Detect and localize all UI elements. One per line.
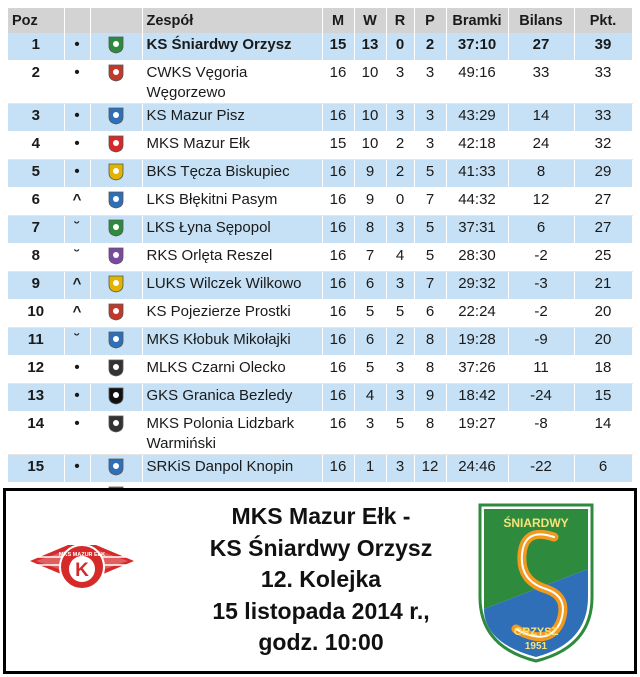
cell-played: 16 bbox=[322, 216, 354, 244]
cell-wins: 7 bbox=[354, 244, 386, 272]
cell-balance: -8 bbox=[508, 412, 574, 455]
table-row bbox=[8, 104, 632, 132]
cell-pos: 3 bbox=[8, 104, 64, 132]
cell-pos: 10 bbox=[8, 300, 64, 328]
table-header-row bbox=[8, 8, 632, 33]
cell-draws: 3 bbox=[386, 61, 414, 104]
header-points: Pkt. bbox=[574, 8, 632, 33]
header-losses: P bbox=[414, 8, 446, 33]
away-logo-year: 1951 bbox=[524, 641, 548, 652]
cell-team: MLKS Czarni Olecko bbox=[142, 356, 322, 384]
cell-wins: 9 bbox=[354, 188, 386, 216]
cell-played: 15 bbox=[322, 132, 354, 160]
cell-wins: 5 bbox=[354, 356, 386, 384]
cell-goals: 19:28 bbox=[446, 328, 508, 356]
cell-played: 16 bbox=[322, 412, 354, 455]
cell-balance: 24 bbox=[508, 132, 574, 160]
cell-goals: 19:27 bbox=[446, 412, 508, 455]
cell-draws: 0 bbox=[386, 33, 414, 61]
cell-crest bbox=[90, 132, 142, 160]
cell-draws: 3 bbox=[386, 272, 414, 300]
cell-balance: -24 bbox=[508, 384, 574, 412]
cell-balance: -22 bbox=[508, 455, 574, 483]
cell-balance: 14 bbox=[508, 104, 574, 132]
cell-team: LKS Łyna Sępopol bbox=[142, 216, 322, 244]
cell-played: 16 bbox=[322, 188, 354, 216]
cell-points: 33 bbox=[574, 104, 632, 132]
cell-crest bbox=[90, 216, 142, 244]
cell-balance: 33 bbox=[508, 61, 574, 104]
away-logo-bottom-text: ORZYSZ bbox=[513, 626, 559, 638]
cell-played: 16 bbox=[322, 384, 354, 412]
cell-pos: 6 bbox=[8, 188, 64, 216]
cell-points: 20 bbox=[574, 300, 632, 328]
match-details bbox=[156, 501, 486, 659]
cell-trend: ˘ bbox=[64, 216, 90, 244]
cell-balance: -3 bbox=[508, 272, 574, 300]
cell-team: GKS Granica Bezledy bbox=[142, 384, 322, 412]
table-row bbox=[8, 455, 632, 483]
cell-played: 16 bbox=[322, 455, 354, 483]
sniardwy-logo bbox=[476, 497, 596, 665]
cell-played: 16 bbox=[322, 61, 354, 104]
away-logo-top-text: ŚNIARDWY bbox=[503, 516, 569, 530]
cell-pos: 13 bbox=[8, 384, 64, 412]
cell-pos: 7 bbox=[8, 216, 64, 244]
vegoria-crest-icon bbox=[108, 64, 124, 82]
cell-balance: 8 bbox=[508, 160, 574, 188]
cell-losses: 8 bbox=[414, 356, 446, 384]
granica-crest-icon bbox=[108, 387, 124, 405]
cell-losses: 3 bbox=[414, 132, 446, 160]
cell-losses: 9 bbox=[414, 384, 446, 412]
cell-trend: • bbox=[64, 104, 90, 132]
cell-pos: 4 bbox=[8, 132, 64, 160]
czarni-crest-icon bbox=[108, 359, 124, 377]
cell-goals: 41:33 bbox=[446, 160, 508, 188]
polonia-crest-icon bbox=[108, 415, 124, 433]
cell-trend: • bbox=[64, 412, 90, 455]
cell-draws: 3 bbox=[386, 356, 414, 384]
cell-draws: 5 bbox=[386, 412, 414, 455]
match-teams-home: MKS Mazur Ełk - bbox=[231, 503, 411, 529]
header-played: M bbox=[322, 8, 354, 33]
cell-trend: • bbox=[64, 33, 90, 61]
cell-goals: 49:16 bbox=[446, 61, 508, 104]
cell-balance: -9 bbox=[508, 328, 574, 356]
cell-crest bbox=[90, 33, 142, 61]
cell-crest bbox=[90, 356, 142, 384]
cell-wins: 10 bbox=[354, 104, 386, 132]
cell-points: 27 bbox=[574, 188, 632, 216]
header-wins: W bbox=[354, 8, 386, 33]
cell-draws: 3 bbox=[386, 216, 414, 244]
cell-balance: 12 bbox=[508, 188, 574, 216]
orleta-crest-icon bbox=[108, 247, 124, 265]
cell-goals: 18:42 bbox=[446, 384, 508, 412]
cell-points: 6 bbox=[574, 455, 632, 483]
cell-goals: 44:32 bbox=[446, 188, 508, 216]
cell-trend: • bbox=[64, 160, 90, 188]
cell-team: BKS Tęcza Biskupiec bbox=[142, 160, 322, 188]
cell-team: SRKiS Danpol Knopin bbox=[142, 455, 322, 483]
cell-trend: ˘ bbox=[64, 328, 90, 356]
cell-wins: 3 bbox=[354, 412, 386, 455]
cell-losses: 2 bbox=[414, 33, 446, 61]
cell-goals: 24:46 bbox=[446, 455, 508, 483]
league-table bbox=[8, 8, 633, 511]
cell-pos: 5 bbox=[8, 160, 64, 188]
cell-crest bbox=[90, 272, 142, 300]
cell-points: 33 bbox=[574, 61, 632, 104]
cell-crest bbox=[90, 104, 142, 132]
cell-losses: 5 bbox=[414, 244, 446, 272]
sniardwy-crest-icon bbox=[108, 36, 124, 54]
cell-goals: 29:32 bbox=[446, 272, 508, 300]
table-row bbox=[8, 300, 632, 328]
header-trend bbox=[64, 8, 90, 33]
cell-pos: 1 bbox=[8, 33, 64, 61]
cell-draws: 5 bbox=[386, 300, 414, 328]
header-crest bbox=[90, 8, 142, 33]
danpol-crest-icon bbox=[108, 458, 124, 476]
header-pos: Poz bbox=[8, 8, 64, 33]
cell-crest bbox=[90, 61, 142, 104]
cell-losses: 8 bbox=[414, 412, 446, 455]
cell-losses: 5 bbox=[414, 216, 446, 244]
table-row bbox=[8, 412, 632, 455]
cell-crest bbox=[90, 160, 142, 188]
cell-trend: ^ bbox=[64, 300, 90, 328]
table-row bbox=[8, 244, 632, 272]
cell-goals: 37:26 bbox=[446, 356, 508, 384]
cell-points: 20 bbox=[574, 328, 632, 356]
cell-wins: 6 bbox=[354, 272, 386, 300]
home-logo-text: MKS MAZUR EŁK bbox=[58, 552, 106, 558]
table-row bbox=[8, 188, 632, 216]
blekitni-crest-icon bbox=[108, 191, 124, 209]
cell-trend: • bbox=[64, 356, 90, 384]
cell-draws: 0 bbox=[386, 188, 414, 216]
cell-pos: 15 bbox=[8, 455, 64, 483]
cell-points: 27 bbox=[574, 216, 632, 244]
table-row bbox=[8, 384, 632, 412]
cell-balance: -2 bbox=[508, 244, 574, 272]
cell-wins: 13 bbox=[354, 33, 386, 61]
cell-pos: 2 bbox=[8, 61, 64, 104]
cell-team: CWKS Vęgoria Węgorzewo bbox=[142, 61, 322, 104]
table-row bbox=[8, 356, 632, 384]
table-row bbox=[8, 132, 632, 160]
table-row bbox=[8, 61, 632, 104]
cell-played: 16 bbox=[322, 356, 354, 384]
match-date: 15 listopada 2014 r., bbox=[212, 597, 430, 624]
cell-losses: 3 bbox=[414, 104, 446, 132]
cell-goals: 37:10 bbox=[446, 33, 508, 61]
cell-draws: 2 bbox=[386, 328, 414, 356]
cell-balance: 27 bbox=[508, 33, 574, 61]
header-draws: R bbox=[386, 8, 414, 33]
cell-points: 15 bbox=[574, 384, 632, 412]
cell-crest bbox=[90, 244, 142, 272]
cell-draws: 4 bbox=[386, 244, 414, 272]
cell-team: KS Śniardwy Orzysz bbox=[142, 33, 322, 61]
lyna-crest-icon bbox=[108, 219, 124, 237]
cell-losses: 12 bbox=[414, 455, 446, 483]
cell-pos: 12 bbox=[8, 356, 64, 384]
cell-pos: 11 bbox=[8, 328, 64, 356]
cell-crest bbox=[90, 328, 142, 356]
cell-team: LUKS Wilczek Wilkowo bbox=[142, 272, 322, 300]
cell-trend: • bbox=[64, 132, 90, 160]
cell-losses: 3 bbox=[414, 61, 446, 104]
cell-played: 16 bbox=[322, 104, 354, 132]
match-time: godz. 10:00 bbox=[258, 629, 384, 655]
tecza-crest-icon bbox=[108, 163, 124, 181]
cell-balance: 11 bbox=[508, 356, 574, 384]
cell-team: MKS Polonia Lidzbark Warmiński bbox=[142, 412, 322, 455]
cell-trend: ˘ bbox=[64, 244, 90, 272]
header-team: Zespół bbox=[142, 8, 322, 33]
cell-goals: 22:24 bbox=[446, 300, 508, 328]
cell-crest bbox=[90, 188, 142, 216]
cell-draws: 3 bbox=[386, 104, 414, 132]
table-row bbox=[8, 272, 632, 300]
table-row bbox=[8, 216, 632, 244]
cell-losses: 8 bbox=[414, 328, 446, 356]
cell-trend: ^ bbox=[64, 188, 90, 216]
cell-played: 16 bbox=[322, 160, 354, 188]
cell-wins: 10 bbox=[354, 61, 386, 104]
cell-pos: 14 bbox=[8, 412, 64, 455]
cell-points: 32 bbox=[574, 132, 632, 160]
cell-played: 16 bbox=[322, 300, 354, 328]
cell-trend: • bbox=[64, 384, 90, 412]
cell-team: MKS Mazur Ełk bbox=[142, 132, 322, 160]
cell-wins: 1 bbox=[354, 455, 386, 483]
cell-played: 15 bbox=[322, 33, 354, 61]
cell-balance: -2 bbox=[508, 300, 574, 328]
cell-wins: 9 bbox=[354, 160, 386, 188]
wilczek-crest-icon bbox=[108, 275, 124, 293]
cell-wins: 4 bbox=[354, 384, 386, 412]
cell-losses: 7 bbox=[414, 272, 446, 300]
cell-points: 39 bbox=[574, 33, 632, 61]
match-teams-away: KS Śniardwy Orzysz bbox=[209, 534, 433, 561]
cell-wins: 5 bbox=[354, 300, 386, 328]
cell-draws: 2 bbox=[386, 132, 414, 160]
mazur-elk-crest-icon bbox=[108, 135, 124, 153]
cell-draws: 3 bbox=[386, 455, 414, 483]
cell-pos: 9 bbox=[8, 272, 64, 300]
cell-played: 16 bbox=[322, 244, 354, 272]
cell-team: KS Pojezierze Prostki bbox=[142, 300, 322, 328]
cell-points: 18 bbox=[574, 356, 632, 384]
cell-trend: • bbox=[64, 61, 90, 104]
table-body bbox=[8, 33, 632, 511]
header-goals: Bramki bbox=[446, 8, 508, 33]
table-row bbox=[8, 33, 632, 61]
cell-played: 16 bbox=[322, 328, 354, 356]
cell-goals: 28:30 bbox=[446, 244, 508, 272]
match-announcement bbox=[3, 488, 637, 674]
cell-wins: 10 bbox=[354, 132, 386, 160]
cell-team: RKS Orlęta Reszel bbox=[142, 244, 322, 272]
cell-wins: 6 bbox=[354, 328, 386, 356]
header-balance: Bilans bbox=[508, 8, 574, 33]
cell-wins: 8 bbox=[354, 216, 386, 244]
cell-played: 16 bbox=[322, 272, 354, 300]
cell-losses: 5 bbox=[414, 160, 446, 188]
cell-crest bbox=[90, 455, 142, 483]
cell-goals: 42:18 bbox=[446, 132, 508, 160]
table-row bbox=[8, 160, 632, 188]
pojezierze-crest-icon bbox=[108, 303, 124, 321]
cell-losses: 6 bbox=[414, 300, 446, 328]
cell-crest bbox=[90, 412, 142, 455]
table-row bbox=[8, 328, 632, 356]
mazur-elk-logo bbox=[28, 527, 136, 599]
cell-team: KS Mazur Pisz bbox=[142, 104, 322, 132]
klobuk-crest-icon bbox=[108, 331, 124, 349]
cell-draws: 3 bbox=[386, 384, 414, 412]
cell-crest bbox=[90, 384, 142, 412]
cell-draws: 2 bbox=[386, 160, 414, 188]
cell-goals: 37:31 bbox=[446, 216, 508, 244]
cell-points: 14 bbox=[574, 412, 632, 455]
cell-crest bbox=[90, 300, 142, 328]
cell-points: 21 bbox=[574, 272, 632, 300]
cell-losses: 7 bbox=[414, 188, 446, 216]
cell-team: LKS Błękitni Pasym bbox=[142, 188, 322, 216]
cell-trend: • bbox=[64, 455, 90, 483]
cell-trend: ^ bbox=[64, 272, 90, 300]
cell-goals: 43:29 bbox=[446, 104, 508, 132]
cell-pos: 8 bbox=[8, 244, 64, 272]
mazur-pisz-crest-icon bbox=[108, 107, 124, 125]
match-round: 12. Kolejka bbox=[260, 566, 382, 592]
cell-team: MKS Kłobuk Mikołajki bbox=[142, 328, 322, 356]
cell-points: 25 bbox=[574, 244, 632, 272]
cell-points: 29 bbox=[574, 160, 632, 188]
home-logo-letter: K bbox=[75, 560, 89, 581]
cell-balance: 6 bbox=[508, 216, 574, 244]
